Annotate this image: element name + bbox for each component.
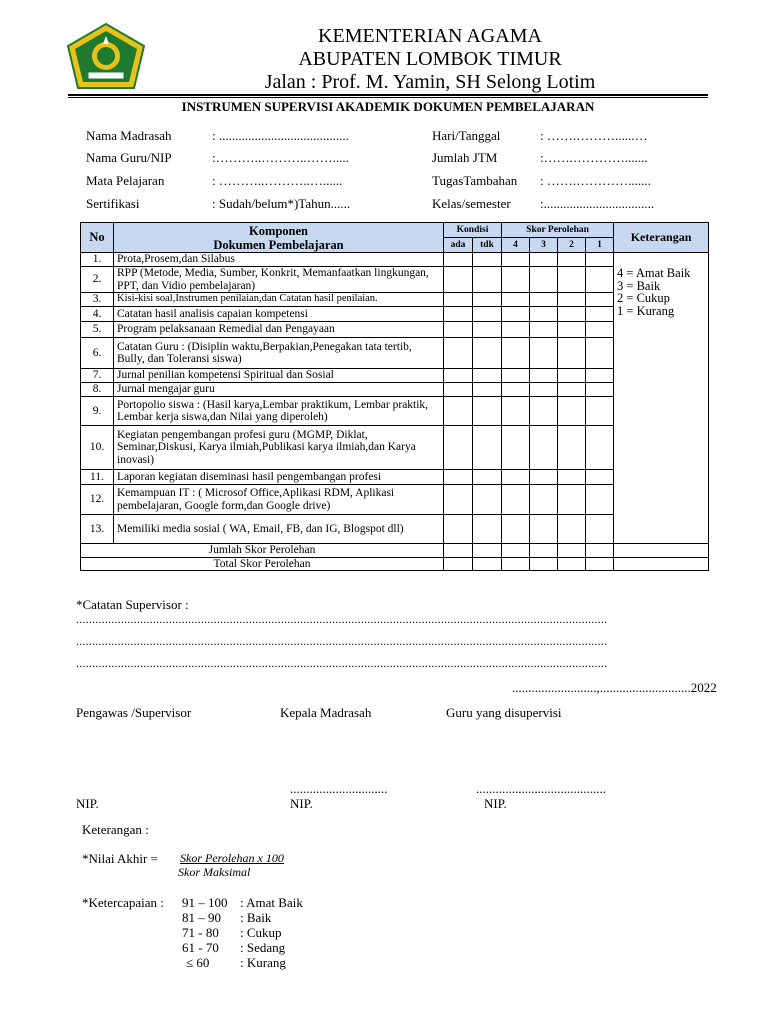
info-label-madrasah: Nama Madrasah (86, 128, 172, 143)
total-row (81, 557, 709, 571)
range-3: 61 - 70 (182, 940, 219, 955)
info-label-mapel: Mata Pelajaran (86, 173, 165, 188)
jumlah-row (81, 544, 709, 558)
cell-skor-4[interactable] (502, 369, 530, 383)
info-value-sertifikasi[interactable]: : Sudah/belum*)Tahun...... (212, 196, 351, 211)
cell-skor-4[interactable] (502, 338, 530, 369)
jumlah-row-cell[interactable] (530, 544, 558, 558)
cell-skor-2[interactable] (558, 307, 586, 322)
cell-skor-2[interactable] (558, 293, 586, 307)
row-component: Portopolio siswa : (Hasil karya,Lembar praktikum, Lembar praktik, Lembar kerja siswa,dan Nilai yang diperoleh) (114, 397, 444, 426)
header-skor-3: 3 (530, 238, 558, 253)
nip-guru: NIP. (484, 796, 507, 811)
cell-skor-4[interactable] (502, 397, 530, 426)
keterangan-item: 1 = Kurang (617, 303, 675, 318)
header-komponen-line2: Dokumen Pembelajaran (213, 237, 344, 252)
signature-pengawas-label: Pengawas /Supervisor (76, 705, 192, 720)
signature-kepala-label: Kepala Madrasah (280, 705, 372, 720)
cell-skor-3[interactable] (530, 426, 558, 470)
row-component: Kemampuan IT : ( Microsof Office,Aplikasi RDM, Aplikasi pembelajaran, Google form,dan Google drive) (114, 485, 444, 515)
range-4: ≤ 60 (186, 955, 210, 970)
cell-skor-3[interactable] (530, 322, 558, 338)
keterangan-item: 4 = Amat Baik (617, 266, 691, 280)
cell-skor-3[interactable] (530, 383, 558, 397)
header-komponen-line1: Komponen (248, 223, 309, 238)
range-label-2: : Cukup (240, 925, 282, 940)
row-number: 3. (81, 293, 114, 307)
row-component: Jurnal penilian kompetensi Spiritual dan Sosial (114, 369, 444, 383)
range-label-1: : Baik (240, 910, 272, 925)
header-skor-4: 4 (502, 238, 530, 253)
cell-skor-1[interactable] (586, 267, 614, 293)
cell-skor-1[interactable] (586, 307, 614, 322)
cell-skor-4[interactable] (502, 322, 530, 338)
jumlah-row-cell[interactable] (444, 544, 473, 558)
row-number: 12. (81, 485, 114, 515)
cell-ada[interactable] (444, 307, 473, 322)
cell-tdk[interactable] (473, 369, 502, 383)
nip-pengawas: NIP. (76, 796, 99, 811)
cell-skor-3[interactable] (530, 485, 558, 515)
cell-skor-2[interactable] (558, 426, 586, 470)
footer-keterangan: Keterangan : (82, 822, 149, 837)
jumlah-row-cell[interactable] (586, 544, 614, 558)
cell-skor-4[interactable] (502, 470, 530, 485)
cell-tdk[interactable] (473, 338, 502, 369)
total-row-cell[interactable] (558, 557, 586, 571)
cell-ada[interactable] (444, 426, 473, 470)
kemenag-emblem-icon (64, 22, 148, 92)
row-number: 1. (81, 253, 114, 267)
cell-tdk[interactable] (473, 293, 502, 307)
info-label-kelas: Kelas/semester (432, 196, 511, 211)
cell-skor-2[interactable] (558, 253, 586, 267)
cell-ada[interactable] (444, 397, 473, 426)
cell-skor-1[interactable] (586, 338, 614, 369)
info-label-jtm: Jumlah JTM (432, 150, 498, 165)
header-skor-2: 2 (558, 238, 586, 253)
info-label-tanggal: Hari/Tanggal (432, 128, 501, 143)
cell-skor-2[interactable] (558, 369, 586, 383)
cell-tdk[interactable] (473, 322, 502, 338)
info-value-tugas[interactable]: : …….…………....... (540, 173, 651, 188)
cell-skor-3[interactable] (530, 338, 558, 369)
info-label-tugas: TugasTambahan (432, 173, 518, 188)
cell-skor-4[interactable] (502, 293, 530, 307)
cell-skor-1[interactable] (586, 383, 614, 397)
cell-skor-1[interactable] (586, 397, 614, 426)
cell-ada[interactable] (444, 322, 473, 338)
signature-guru-label: Guru yang disupervisi (446, 705, 562, 720)
total-row-cell[interactable] (444, 557, 473, 571)
cell-ada[interactable] (444, 515, 473, 544)
cell-tdk[interactable] (473, 253, 502, 267)
cell-skor-4[interactable] (502, 426, 530, 470)
cell-skor-4[interactable] (502, 253, 530, 267)
row-component: Kisi-kisi soal,Instrumen penilaian,dan Catatan hasil penilaian. (114, 293, 444, 307)
nip-kepala: NIP. (290, 796, 313, 811)
cell-skor-1[interactable] (586, 322, 614, 338)
cell-tdk[interactable] (473, 515, 502, 544)
cell-tdk[interactable] (473, 426, 502, 470)
range-2: 71 - 80 (182, 925, 219, 940)
cell-ada[interactable] (444, 253, 473, 267)
cell-skor-1[interactable] (586, 426, 614, 470)
cell-tdk[interactable] (473, 267, 502, 293)
cell-tdk[interactable] (473, 485, 502, 515)
date-line[interactable]: ..........................,............................2022 (512, 680, 717, 695)
cell-ada[interactable] (444, 293, 473, 307)
cell-skor-1[interactable] (586, 485, 614, 515)
cell-skor-2[interactable] (558, 515, 586, 544)
jumlah-row-cell[interactable] (473, 544, 502, 558)
cell-skor-3[interactable] (530, 253, 558, 267)
row-number: 6. (81, 338, 114, 369)
keterangan-item: 2 = Cukup (617, 291, 670, 305)
row-component: Catatan hasil analisis capaian kompetensi (114, 307, 444, 322)
row-number: 9. (81, 397, 114, 426)
row-number: 11. (81, 470, 114, 485)
jumlah-row-cell[interactable] (502, 544, 530, 558)
header-divider (68, 94, 708, 96)
info-value-tanggal[interactable]: : …….………......… (540, 128, 648, 143)
header-komponen (114, 223, 444, 253)
kemenag-logo (64, 22, 148, 92)
range-1: 81 – 90 (182, 910, 221, 925)
cell-tdk[interactable] (473, 307, 502, 322)
range-label-4: : Kurang (240, 955, 286, 970)
cell-skor-4[interactable] (502, 307, 530, 322)
cell-skor-2[interactable] (558, 383, 586, 397)
header-ada: ada (444, 238, 473, 253)
cell-ada[interactable] (444, 267, 473, 293)
total-row-label: Total Skor Perolehan (81, 557, 444, 571)
keterangan-cell (614, 253, 709, 544)
cell-skor-3[interactable] (530, 515, 558, 544)
header-line-1: KEMENTERIAN AGAMA (318, 25, 542, 47)
info-value-guru[interactable]: :………..………..……..... (212, 150, 349, 165)
header-line-2: ABUPATEN LOMBOK TIMUR (298, 48, 562, 70)
cell-tdk[interactable] (473, 397, 502, 426)
cell-skor-1[interactable] (586, 470, 614, 485)
total-row-cell[interactable] (530, 557, 558, 571)
signature-guru-dots[interactable]: ........................................ (476, 781, 606, 796)
row-number: 4. (81, 307, 114, 322)
header-skor-1: 1 (586, 238, 614, 253)
total-row-cell[interactable] (473, 557, 502, 571)
cell-skor-1[interactable] (586, 293, 614, 307)
document-title: INSTRUMEN SUPERVISI AKADEMIK DOKUMEN PEMBELAJARAN (181, 99, 595, 114)
table-row (81, 253, 709, 267)
row-component: Laporan kegiatan diseminasi hasil pengembangan profesi (114, 470, 444, 485)
catatan-line-1[interactable]: ...................................................................................................................................................................... (76, 612, 608, 626)
info-value-mapel[interactable]: : ………..………..…...... (212, 173, 343, 188)
catatan-line-2[interactable]: ...................................................................................................................................................................... (76, 634, 608, 648)
cell-skor-2[interactable] (558, 267, 586, 293)
cell-skor-3[interactable] (530, 267, 558, 293)
ketercapaian-label: *Ketercapaian : (82, 895, 164, 910)
header-line-3: Jalan : Prof. M. Yamin, SH Selong Lotim (264, 71, 596, 93)
info-label-guru: Nama Guru/NIP (86, 150, 172, 165)
row-number: 7. (81, 369, 114, 383)
info-value-jtm[interactable]: :…….…………....... (540, 150, 648, 165)
info-value-kelas[interactable]: :.................................. (540, 196, 655, 211)
cell-skor-2[interactable] (558, 470, 586, 485)
catatan-line-3[interactable]: ...................................................................................................................................................................... (76, 656, 608, 670)
cell-skor-1[interactable] (586, 515, 614, 544)
nilai-akhir-denominator: Skor Maksimal (178, 865, 251, 879)
cell-skor-4[interactable] (502, 267, 530, 293)
jumlah-row-keterangan (614, 544, 709, 558)
range-0: 91 – 100 (182, 895, 228, 910)
cell-skor-3[interactable] (530, 369, 558, 383)
header-kondisi: Kondisi (444, 223, 502, 238)
nilai-akhir-numerator: Skor Perolehan x 100 (180, 851, 284, 865)
cell-ada[interactable] (444, 383, 473, 397)
cell-ada[interactable] (444, 369, 473, 383)
cell-skor-2[interactable] (558, 485, 586, 515)
row-component: RPP (Metode, Media, Sumber, Konkrit, Memanfaatkan lingkungan, PPT, dan Vidio pembelajaran) (114, 267, 444, 293)
jumlah-row-label: Jumlah Skor Perolehan (81, 544, 444, 558)
range-label-3: : Sedang (240, 940, 286, 955)
cell-skor-3[interactable] (530, 397, 558, 426)
cell-tdk[interactable] (473, 383, 502, 397)
signature-kepala-dots[interactable]: .............................. (290, 781, 388, 796)
row-component: Memiliki media sosial ( WA, Email, FB, dan IG, Blogspot dll) (114, 515, 444, 544)
range-label-0: : Amat Baik (240, 895, 303, 910)
cell-ada[interactable] (444, 470, 473, 485)
header-skor: Skor Perolehan (502, 223, 614, 238)
info-value-madrasah[interactable]: : ........................................ (212, 128, 349, 143)
header-divider-thin (68, 97, 708, 98)
supervision-table (80, 222, 709, 571)
row-number: 10. (81, 426, 114, 470)
cell-skor-4[interactable] (502, 515, 530, 544)
catatan-label: *Catatan Supervisor : (76, 597, 189, 612)
row-number: 8. (81, 383, 114, 397)
cell-skor-4[interactable] (502, 383, 530, 397)
header-tdk: tdk (473, 238, 502, 253)
total-row-keterangan (614, 557, 709, 571)
nilai-akhir-label: *Nilai Akhir = (82, 851, 158, 866)
row-component: Prota,Prosem,dan Silabus (114, 253, 444, 267)
cell-skor-1[interactable] (586, 253, 614, 267)
cell-skor-4[interactable] (502, 485, 530, 515)
row-number: 13. (81, 515, 114, 544)
cell-skor-3[interactable] (530, 293, 558, 307)
cell-skor-1[interactable] (586, 369, 614, 383)
jumlah-row-cell[interactable] (558, 544, 586, 558)
header-keterangan: Keterangan (614, 223, 709, 253)
row-component: Program pelaksanaan Remedial dan Pengayaan (114, 322, 444, 338)
cell-ada[interactable] (444, 338, 473, 369)
cell-skor-3[interactable] (530, 470, 558, 485)
cell-ada[interactable] (444, 485, 473, 515)
info-label-sertifikasi: Sertifikasi (86, 196, 140, 211)
cell-tdk[interactable] (473, 470, 502, 485)
cell-skor-2[interactable] (558, 322, 586, 338)
total-row-cell[interactable] (502, 557, 530, 571)
row-component: Jurnal mengajar guru (114, 383, 444, 397)
cell-skor-3[interactable] (530, 307, 558, 322)
header-no: No (81, 223, 114, 253)
cell-skor-2[interactable] (558, 397, 586, 426)
row-number: 2. (81, 267, 114, 293)
cell-skor-2[interactable] (558, 338, 586, 369)
row-component: Kegiatan pengembangan profesi guru (MGMP, Diklat, Seminar,Diskusi, Karya ilmiah,Publikasi karya ilmiah,dan Karya inovasi) (114, 426, 444, 470)
row-number: 5. (81, 322, 114, 338)
keterangan-item: 3 = Baik (617, 278, 661, 293)
row-component: Catatan Guru : (Disiplin waktu,Berpakian,Penegakan tata tertib, Bully, dan Toleransi siswa) (114, 338, 444, 369)
total-row-cell[interactable] (586, 557, 614, 571)
